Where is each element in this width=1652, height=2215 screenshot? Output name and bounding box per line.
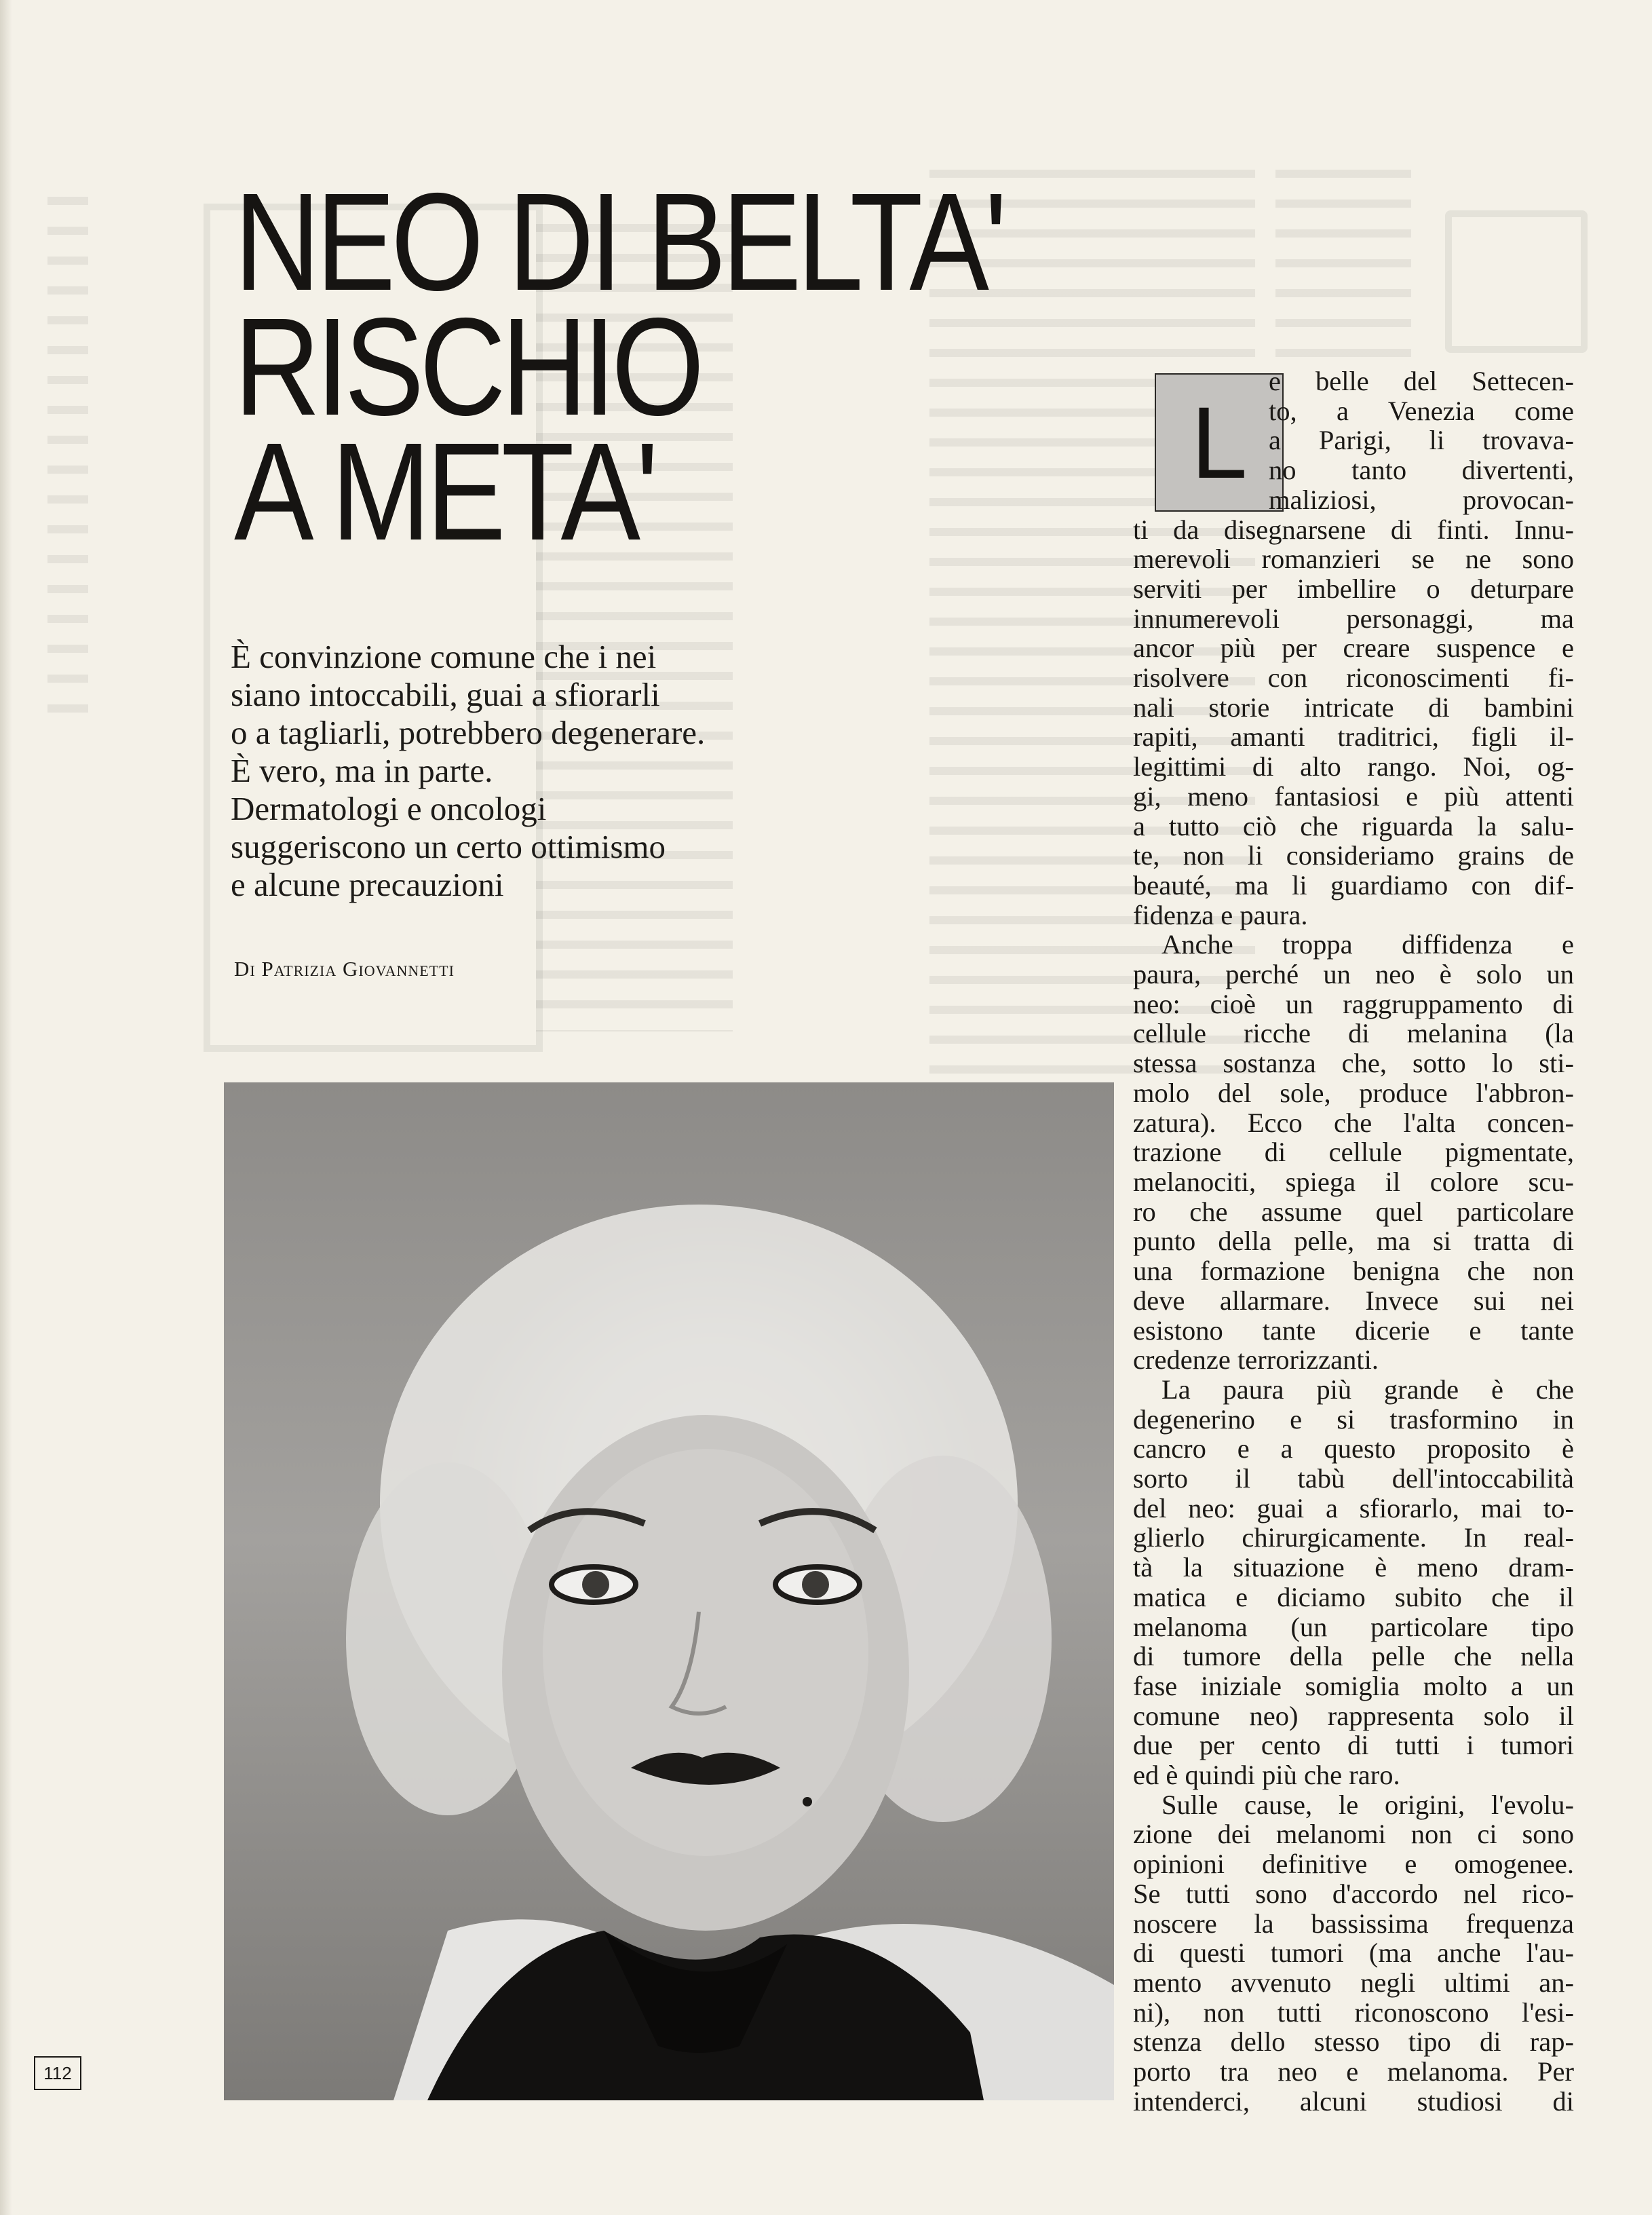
- deck-line: È vero, ma in parte.: [231, 752, 493, 789]
- body-line: intenderci, alcuni studiosi di: [1133, 2085, 1574, 2117]
- body-line: zatura). Ecco che l'alta concen-: [1133, 1107, 1574, 1138]
- page-number: 112: [34, 2056, 81, 2090]
- portrait-illustration: [224, 1082, 1114, 2100]
- body-line: serviti per imbellire o deturpare: [1133, 573, 1574, 604]
- deck-line: siano intoccabili, guai a sfiorarli: [231, 676, 660, 713]
- article-body: [1133, 366, 1574, 2116]
- body-line: cellule ricche di melanina (la: [1133, 1018, 1574, 1049]
- body-line: ti da disegnarsene di finti. Innu-: [1133, 514, 1574, 545]
- title-line: A META': [234, 414, 654, 569]
- body-line: to, a Venezia come: [1269, 395, 1574, 426]
- body-line: Se tutti sono d'accordo nel rico-: [1133, 1878, 1574, 1909]
- body-line: te, non li consideriamo grains de: [1133, 840, 1574, 871]
- body-line: gi, meno fantasiosi e più attenti: [1133, 780, 1574, 812]
- body-line: tà la situazione è meno dram-: [1133, 1552, 1574, 1583]
- body-line: una formazione benigna che non: [1133, 1255, 1574, 1287]
- body-line: opinioni definitive e omogenee.: [1133, 1849, 1574, 1880]
- article-title: [234, 164, 1003, 569]
- article-byline: Di Patrizia Giovannetti: [234, 957, 455, 981]
- deck-line: suggeriscono un certo ottimismo: [231, 828, 666, 865]
- body-line: di questi tumori (ma anche l'au-: [1133, 1937, 1574, 1969]
- body-line: molo del sole, produce l'abbron-: [1133, 1077, 1574, 1108]
- body-line: melanoma (un particolare tipo: [1133, 1611, 1574, 1642]
- body-line: melanociti, spiega il colore scu-: [1133, 1166, 1574, 1197]
- body-line: ancor più per creare suspence e: [1133, 632, 1574, 664]
- body-line: merevoli romanzieri se ne sono: [1133, 544, 1574, 575]
- body-line: risolvere con riconoscimenti fi-: [1133, 662, 1574, 694]
- body-line: noscere la bassissima frequenza: [1133, 1908, 1574, 1939]
- body-line: Anche troppa diffidenza e: [1161, 929, 1574, 960]
- body-line: zione dei melanomi non ci sono: [1133, 1819, 1574, 1850]
- bleedthrough-column: [47, 197, 88, 713]
- body-line: a tutto ciò che riguarda la salu-: [1133, 810, 1574, 841]
- body-line: rapiti, amanti traditrici, figli il-: [1133, 721, 1574, 753]
- deck-line: o a tagliarli, potrebbero degenerare.: [231, 714, 706, 751]
- body-line: mento avvenuto negli ultimi an-: [1133, 1967, 1574, 1998]
- body-line: esistono tante dicerie e tante: [1133, 1314, 1574, 1346]
- body-line: ro che assume quel particolare: [1133, 1196, 1574, 1227]
- body-line: stessa sostanza che, sotto lo sti-: [1133, 1048, 1574, 1079]
- body-line: beauté, ma li guardiamo con dif-: [1133, 869, 1574, 901]
- body-line: sorto il tabù dell'intoccabilità: [1133, 1463, 1574, 1494]
- body-line: e belle del Settecen-: [1269, 366, 1574, 396]
- title-line: NEO DI BELTA': [234, 164, 1003, 320]
- body-line: maliziosi, provocan-: [1269, 484, 1574, 515]
- body-line: di tumore della pelle che nella: [1133, 1641, 1574, 1672]
- body-line: legittimi di alto rango. Noi, og-: [1133, 751, 1574, 782]
- deck-line: e alcune precauzioni: [231, 866, 504, 903]
- body-line: credenze terrorizzanti.: [1133, 1344, 1379, 1376]
- body-line: glierlo chirurgicamente. In real-: [1133, 1522, 1574, 1553]
- bleedthrough-column: [1275, 170, 1411, 373]
- body-line: due per cento di tutti i tumori: [1133, 1730, 1574, 1761]
- body-line: nali storie intricate di bambini: [1133, 692, 1574, 723]
- deck-line: È convinzione comune che i nei: [231, 638, 657, 675]
- body-line: La paura più grande è che: [1161, 1374, 1574, 1405]
- body-line: comune neo) rappresenta solo il: [1133, 1700, 1574, 1731]
- body-line: fase iniziale somiglia molto a un: [1133, 1670, 1574, 1701]
- body-line: neo: cioè un raggruppamento di: [1133, 988, 1574, 1019]
- body-line: cancro e a questo proposito è: [1133, 1433, 1574, 1464]
- body-line: innumerevoli personaggi, ma: [1133, 603, 1574, 634]
- bleedthrough-box: [1445, 210, 1588, 353]
- page-spine-shadow: [0, 0, 12, 2215]
- body-line: stenza dello stesso tipo di rap-: [1133, 2026, 1574, 2058]
- drop-cap: L: [1155, 373, 1284, 512]
- body-line: paura, perché un neo è solo un: [1133, 959, 1574, 990]
- body-line: punto della pelle, ma si tratta di: [1133, 1226, 1574, 1257]
- body-line: degenerino e si trasformino in: [1133, 1403, 1574, 1435]
- body-line: a Parigi, li trovava-: [1269, 425, 1574, 456]
- article-deck: [231, 638, 909, 904]
- deck-line: Dermatologi e oncologi: [231, 790, 547, 827]
- portrait-photo: [224, 1082, 1114, 2100]
- body-line: matica e diciamo subito che il: [1133, 1581, 1574, 1612]
- body-line: porto tra neo e melanoma. Per: [1133, 2056, 1574, 2087]
- body-line: ni), non tutti riconoscono l'esi-: [1133, 1996, 1574, 2028]
- body-line: deve allarmare. Invece sui nei: [1133, 1285, 1574, 1316]
- body-line: no tanto divertenti,: [1269, 455, 1574, 486]
- body-line: fidenza e paura.: [1133, 899, 1308, 930]
- body-line: trazione di cellule pigmentate,: [1133, 1137, 1574, 1168]
- body-line: Sulle cause, le origini, l'evolu-: [1161, 1789, 1574, 1820]
- title-line: RISCHIO: [234, 289, 700, 444]
- body-line: del neo: guai a sfiorarlo, mai to-: [1133, 1492, 1574, 1523]
- body-line: ed è quindi più che raro.: [1133, 1760, 1400, 1791]
